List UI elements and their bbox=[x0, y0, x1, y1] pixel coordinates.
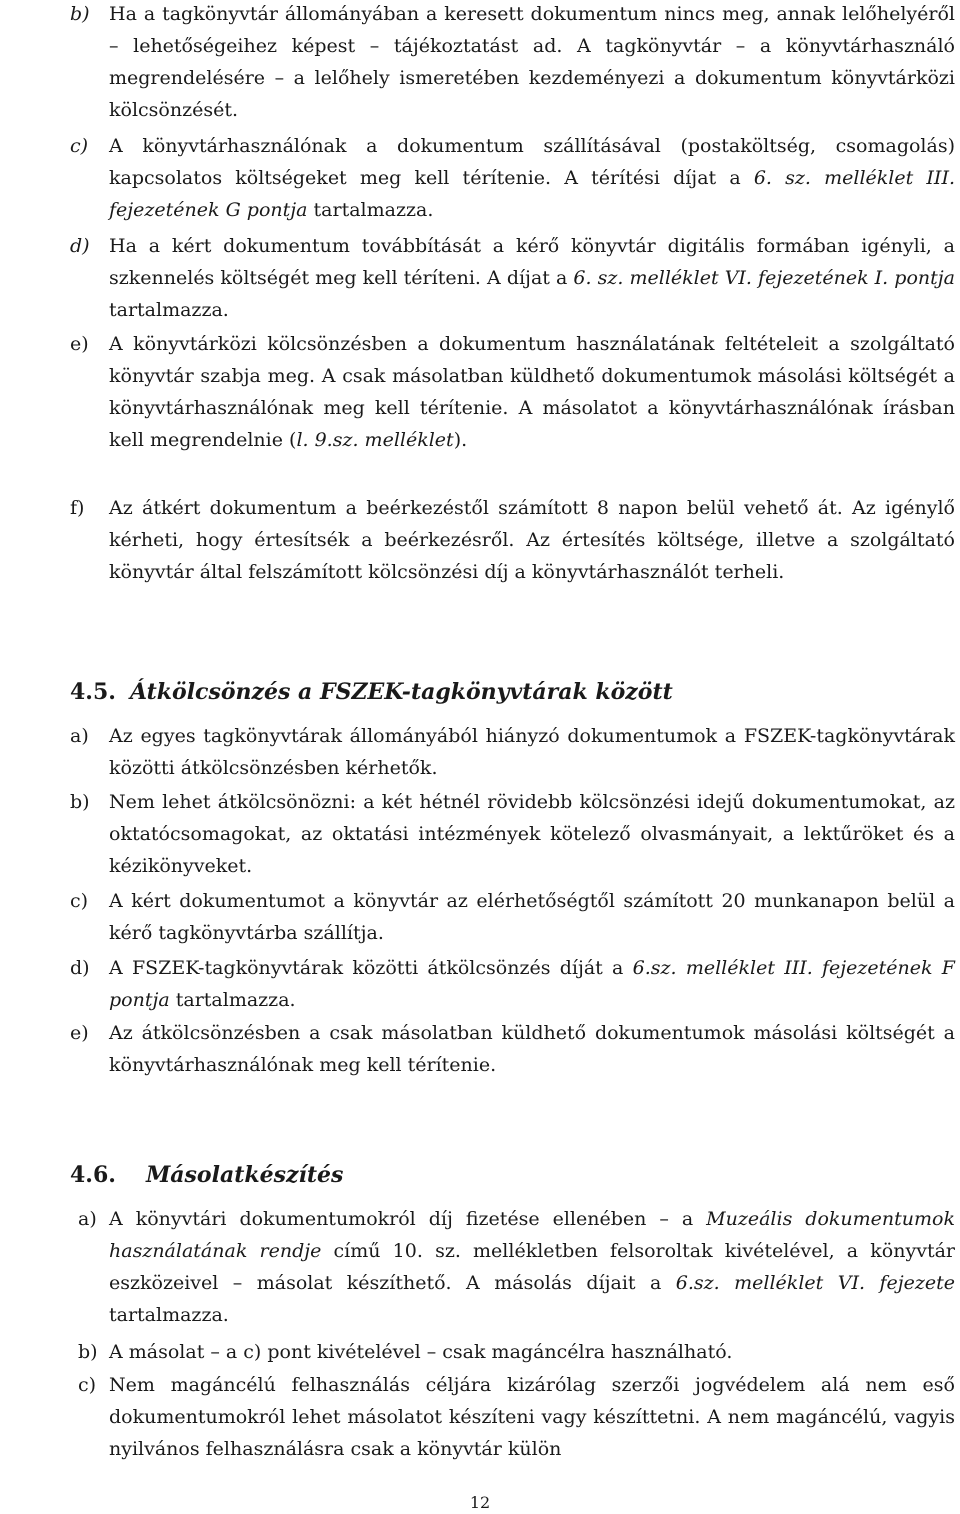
text-part: A könyvtári dokumentumokról díj fizetése ellenében – a bbox=[109, 1208, 707, 1230]
list-item-d bbox=[70, 952, 955, 1016]
annex-reference: 6. sz. melléklet III. fejezetének G pontja bbox=[109, 167, 955, 221]
text-part: Ha a kért dokumentum továbbítását a kérő könyvtár digitális formában igényli, a szkennelés költségét meg kell téríteni. A díjat a bbox=[109, 235, 955, 289]
list-item-f bbox=[70, 492, 955, 588]
item-marker: c) bbox=[70, 890, 89, 912]
item-marker: f) bbox=[70, 497, 85, 519]
list-item-b bbox=[70, 786, 955, 882]
item-text: A másolat – a c) pont kivételével – csak magáncélra használható. bbox=[109, 1341, 733, 1363]
item-marker: e) bbox=[70, 333, 89, 355]
text-part: tartalmazza. bbox=[109, 1304, 229, 1326]
item-text: Nem magáncélú felhasználás céljára kizárólag szerzői jogvédelem alá nem eső dokumentumokról lehet másolatot készíteni vagy készíttetni. A nem magáncélú, vagyis nyilvános felhasználásra csak a könyvtár külön bbox=[109, 1374, 955, 1460]
list-item-d bbox=[70, 230, 955, 326]
item-text bbox=[109, 230, 955, 326]
list-item-b bbox=[70, 0, 955, 126]
item-marker: c) bbox=[78, 1374, 97, 1396]
item-text: Az átkölcsönzésben a csak másolatban küldhető dokumentumok másolási költségét a könyvtárhasználónak meg kell térítenie. bbox=[109, 1022, 955, 1076]
item-marker: b) bbox=[70, 3, 90, 25]
text-part: A könyvtárközi kölcsönzésben a dokumentum használatának feltételeit a szolgáltató könyvtár szabja meg. A csak másolatban küldhető dokumentumok másolási költségét a könyvtárhasználónak meg kell térítenie. A másolatot a könyvtárhasználónak írásban kell megrendelnie ( bbox=[109, 333, 955, 451]
section-heading-4-6 bbox=[70, 1160, 343, 1190]
item-marker: c) bbox=[70, 135, 89, 157]
annex-reference: l. 9.sz. melléklet bbox=[296, 429, 454, 451]
item-text bbox=[109, 1203, 955, 1331]
text-part: tartalmazza. bbox=[109, 299, 229, 321]
item-marker: a) bbox=[78, 1208, 97, 1230]
annex-reference: 6. sz. melléklet VI. fejezetének I. pontja bbox=[573, 267, 955, 289]
text-part: tartalmazza. bbox=[169, 989, 296, 1011]
page-number: 12 bbox=[469, 1493, 491, 1512]
item-text: Az egyes tagkönyvtárak állományából hiányzó dokumentumok a FSZEK-tagkönyvtárak közötti átkölcsönzésben kérhetők. bbox=[109, 725, 955, 779]
item-text: Az átkért dokumentum a beérkezéstől számított 8 napon belül vehető át. Az igénylő kérheti, hogy értesítsék a beérkezésről. Az értesítés költsége, illetve a szolgáltató könyvtár által felszámított kölcsönzési díj a könyvtárhasználót terheli. bbox=[109, 497, 955, 583]
text-part: ). bbox=[453, 429, 468, 451]
section-title: Másolatkészítés bbox=[145, 1162, 344, 1188]
item-text bbox=[109, 328, 955, 456]
item-marker: d) bbox=[70, 957, 90, 979]
list-item-c bbox=[78, 1369, 955, 1465]
section-number: 4.6. bbox=[70, 1162, 116, 1188]
text-part: című 10. sz. mellékletben felsoroltak kivételével, a könyvtár eszközeivel – másolat készíthető. A másolás díjait a bbox=[109, 1240, 955, 1294]
text-part: tartalmazza. bbox=[307, 199, 434, 221]
item-marker: e) bbox=[70, 1022, 89, 1044]
list-item-e bbox=[70, 328, 955, 456]
item-text bbox=[109, 952, 955, 1016]
item-marker: a) bbox=[70, 725, 89, 747]
item-marker: b) bbox=[70, 791, 90, 813]
item-text bbox=[109, 130, 955, 226]
item-text: A kért dokumentumot a könyvtár az elérhetőségtől számított 20 munkanapon belül a kérő tagkönyvtárba szállítja. bbox=[109, 890, 955, 944]
item-marker: d) bbox=[70, 235, 90, 257]
list-item-e bbox=[70, 1017, 955, 1081]
item-text: Nem lehet átkölcsönözni: a két hétnél rövidebb kölcsönzési idejű dokumentumokat, az oktatócsomagokat, az oktatási intézmények kötelező olvasmányait, a lektűröket és a kézikönyveket. bbox=[109, 791, 955, 877]
annex-reference: Muzeális dokumentumok használatának rendje bbox=[109, 1208, 955, 1262]
list-item-a bbox=[78, 1203, 955, 1331]
annex-reference: 6.sz. melléklet III. fejezetének F pontja bbox=[109, 957, 955, 1011]
section-number: 4.5. bbox=[70, 679, 116, 705]
list-item-c bbox=[70, 885, 955, 949]
item-text: Ha a tagkönyvtár állományában a keresett dokumentum nincs meg, annak lelőhelyéről – lehetőségeihez képest – tájékoztatást ad. A tagkönyvtár – a könyvtárhasználó megrendelésére – a lelőhely ismeretében kezdeményezi a dokumentum könyvtárközi kölcsönzését. bbox=[109, 3, 955, 121]
text-part: A könyvtárhasználónak a dokumentum szállításával (postaköltség, csomagolás) kapcsolatos költségeket meg kell térítenie. A térítési díjat a bbox=[109, 135, 955, 189]
list-item-b bbox=[78, 1336, 955, 1368]
section-title: Átkölcsönzés a FSZEK-tagkönyvtárak között bbox=[129, 679, 673, 705]
list-item-a bbox=[70, 720, 955, 784]
text-part: A FSZEK-tagkönyvtárak közötti átkölcsönzés díját a bbox=[109, 957, 633, 979]
section-heading-4-5 bbox=[70, 677, 673, 707]
list-item-c bbox=[70, 130, 955, 226]
item-marker: b) bbox=[78, 1341, 98, 1363]
annex-reference: 6.sz. melléklet VI. fejezete bbox=[675, 1272, 955, 1294]
